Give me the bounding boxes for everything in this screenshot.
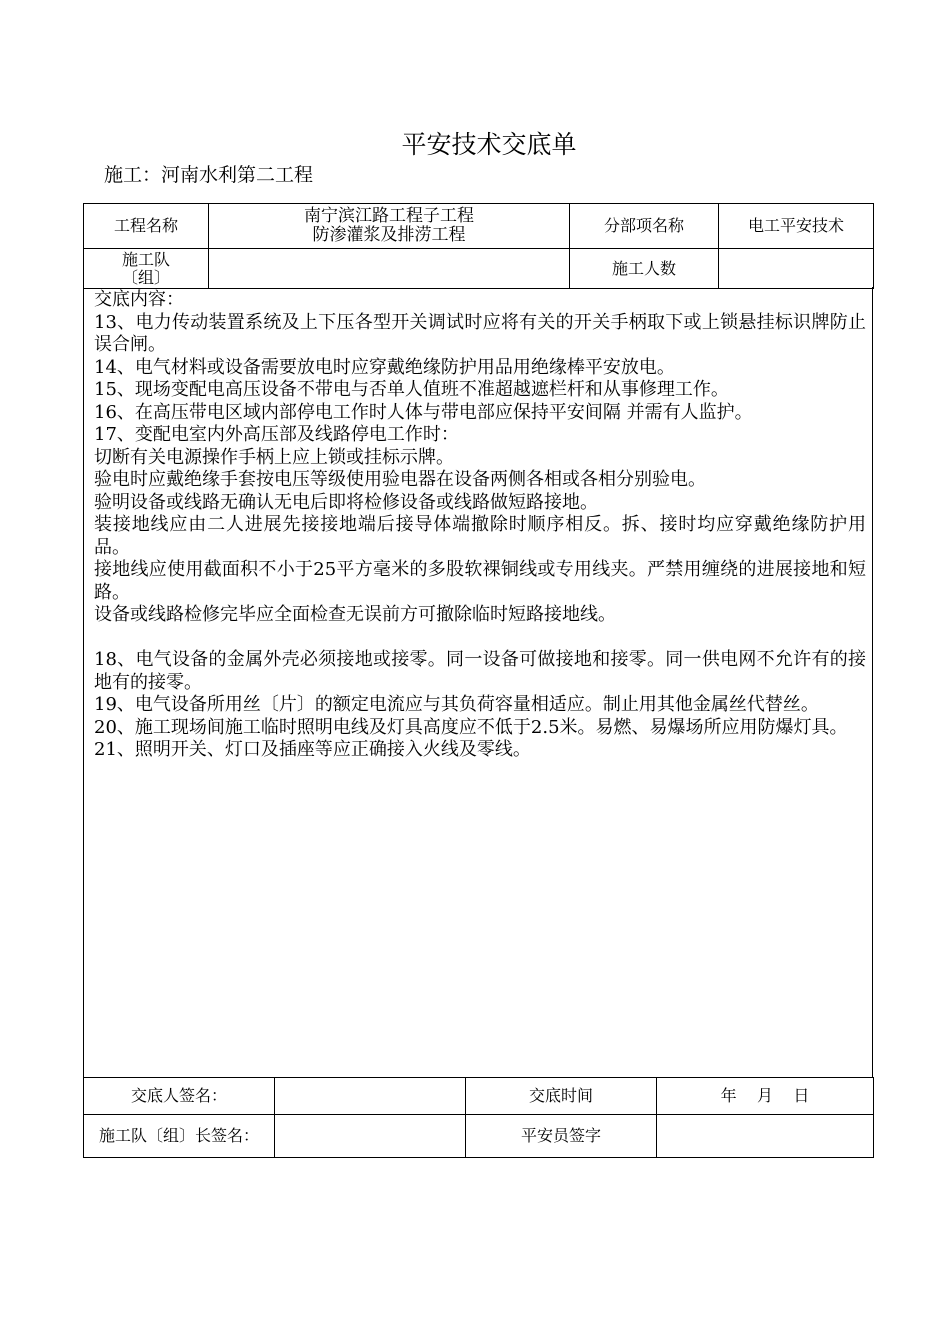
signature-table xyxy=(83,1077,874,1158)
team-label xyxy=(84,249,209,289)
leader-signature-field[interactable] xyxy=(275,1115,466,1158)
project-name-label: 工程名称 xyxy=(84,204,209,249)
subproject-value[interactable]: 电工平安技术 xyxy=(719,204,874,249)
briefing-content xyxy=(94,289,866,762)
header-row-team xyxy=(84,249,874,289)
workers-label: 施工人数 xyxy=(570,249,719,289)
safety-officer-signature-field[interactable] xyxy=(657,1115,874,1158)
content-line: 设备或线路检修完毕应全面检查无误前方可撤除临时短路接地线。 xyxy=(94,604,616,625)
content-line: 21、照明开关、灯口及插座等应正确接入火线及零线。 xyxy=(94,739,531,760)
content-line: 13、电力传动装置系统及上下压各型开关调试时应将有关的开关手柄取下或上锁悬挂标识牌防止误合闸。 xyxy=(94,311,866,355)
leader-label: 施工队〔组〕长签名： xyxy=(84,1115,275,1158)
content-line: 15、现场变配电高压设备不带电与否单人值班不准超越遮栏杆和从事修理工作。 xyxy=(94,379,729,400)
subproject-label: 分部项名称 xyxy=(570,204,719,249)
briefing-content-box xyxy=(83,287,873,1077)
project-name-line1: 南宁滨江路工程子工程 xyxy=(304,206,474,226)
contractor-line: 施工：河南水利第二工程 xyxy=(104,164,314,186)
time-label: 交底时间 xyxy=(466,1078,657,1115)
content-blank-line xyxy=(94,627,866,650)
safety-officer-label: 平安员签字 xyxy=(466,1115,657,1158)
header-table xyxy=(83,203,874,289)
content-line: 验电时应戴绝缘手套按电压等级使用验电器在设备两侧各相或各相分别验电。 xyxy=(94,469,706,490)
signature-row-presenter xyxy=(84,1078,874,1115)
team-value[interactable] xyxy=(209,249,570,289)
team-label-line1: 施工队 xyxy=(121,249,170,269)
content-line: 20、施工现场间施工临时照明电线及灯具高度应不低于2.5米。易燃、易爆场所应用防爆灯具。 xyxy=(94,716,848,738)
content-line: 验明设备或线路无确认无电后即将检修设备或线路做短路接地。 xyxy=(94,491,598,513)
page-title: 平安技术交底单 xyxy=(401,130,577,159)
content-line: 装接地线应由二人进展先接接地端后接导体端撤除时顺序相反。拆、接时均应穿戴绝缘防护用品。 xyxy=(94,514,866,558)
content-line: 14、电气材料或设备需要放电时应穿戴绝缘防护用品用绝缘棒平安放电。 xyxy=(94,356,675,378)
content-line: 16、在高压带电区域内部停电工作时人体与带电部应保持平安间隔 并需有人监护。 xyxy=(94,401,753,423)
content-line: 18、电气设备的金属外壳必须接地或接零。同一设备可做接地和接零。同一供电网不允许有的接地有的接零。 xyxy=(94,649,866,693)
presenter-signature-field[interactable] xyxy=(275,1078,466,1115)
content-line: 接地线应使用截面积不小于25平方毫米的多股软裸铜线或专用线夹。严禁用缠绕的进展接地和短路。 xyxy=(94,559,866,603)
team-label-line2: 〔组〕 xyxy=(121,267,170,287)
content-line: 切断有关电源操作手柄上应上锁或挂标示牌。 xyxy=(94,446,454,468)
content-heading: 交底内容： xyxy=(94,289,184,310)
content-line: 17、变配电室内外高压部及线路停电工作时： xyxy=(94,424,459,445)
workers-value[interactable] xyxy=(719,249,874,289)
project-name-line2: 防渗灌浆及排涝工程 xyxy=(312,225,466,245)
presenter-label: 交底人签名： xyxy=(84,1078,275,1115)
signature-row-leader xyxy=(84,1115,874,1158)
content-line: 19、电气设备所用丝〔片〕的额定电流应与其负荷容量相适应。制止用其他金属丝代替丝。 xyxy=(94,694,819,715)
header-row-project xyxy=(84,204,874,249)
time-value[interactable]: 年 月 日 xyxy=(657,1078,874,1115)
project-name-value[interactable] xyxy=(209,204,570,249)
